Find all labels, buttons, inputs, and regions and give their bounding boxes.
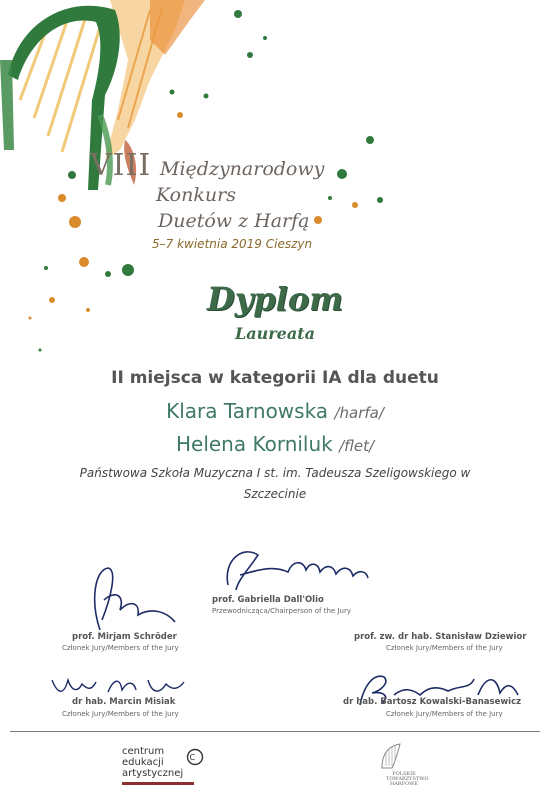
award-place-line: II miejsca w kategorii IA dla duetu [111,368,439,388]
logo-left-line3: artystycznej [122,768,184,779]
participant-2-instrument: /flet/ [339,437,375,455]
signature-chair [218,540,378,600]
jury-member-4-role: Członek Jury/Members of the Jury [386,710,503,718]
competition-title-line1: Międzynarodowy [160,158,325,180]
jury-chair-role: Przewodnicząca/Chairperson of the Jury [212,607,351,615]
school-name: Państwowa Szkoła Muzyczna I st. im. Tadeusza Szeligowskiego w Szczecinie [79,466,471,501]
participant-2 [0,432,550,456]
logo-left-underline [122,782,194,785]
competition-dates: 5–7 kwietnia 2019 Cieszyn [152,237,313,251]
harp-pillar [0,60,14,150]
competition-title-line3: Duetów z Harfą [158,210,310,232]
logo-left-text [122,746,183,779]
footer-divider [10,731,540,732]
svg-text:C: C [189,753,196,762]
participant-2-name: Helena Korniluk [175,432,333,456]
competition-title-line2: Konkurs [156,184,236,206]
logo-left-line1: centrum [122,746,165,757]
participant-1 [0,399,550,423]
jury-member-2-name: prof. zw. dr hab. Stanisław Dziewior [354,632,527,642]
jury-member-2-role: Członek Jury/Members of the Jury [386,644,503,652]
jury-chair-name: prof. Gabriella Dall'Olio [212,595,324,605]
logo-right-text [386,771,429,787]
logo-right-line2: TOWARZYSTWO [386,776,429,782]
signature-member-1 [70,560,180,640]
harp-logo-icon [378,742,404,770]
edition-numeral: VIII [90,148,152,183]
jury-member-1-name: prof. Mirjam Schröder [72,632,177,642]
diploma-title: Dyplom [206,280,344,318]
diploma-subtitle: Laureata [235,324,315,343]
jury-member-3-role: Członek Jury/Members of the Jury [62,710,179,718]
jury-member-4-name: dr hab. Bartosz Kowalski-Banasewicz [343,697,522,707]
participant-1-name: Klara Tarnowska [166,399,329,423]
orange-wash-2 [150,0,205,55]
participant-1-instrument: /harfa/ [334,404,384,422]
jury-member-1-role: Członek Jury/Members of the Jury [62,644,179,652]
logo-left-line2: edukacji [122,757,164,768]
jury-member-3-name: dr hab. Marcin Misiak [72,697,176,707]
cea-logo-icon [186,748,204,766]
logo-right-line1: POLSKIE [392,771,416,777]
logo-right-line3: HARFOWE [389,781,419,787]
